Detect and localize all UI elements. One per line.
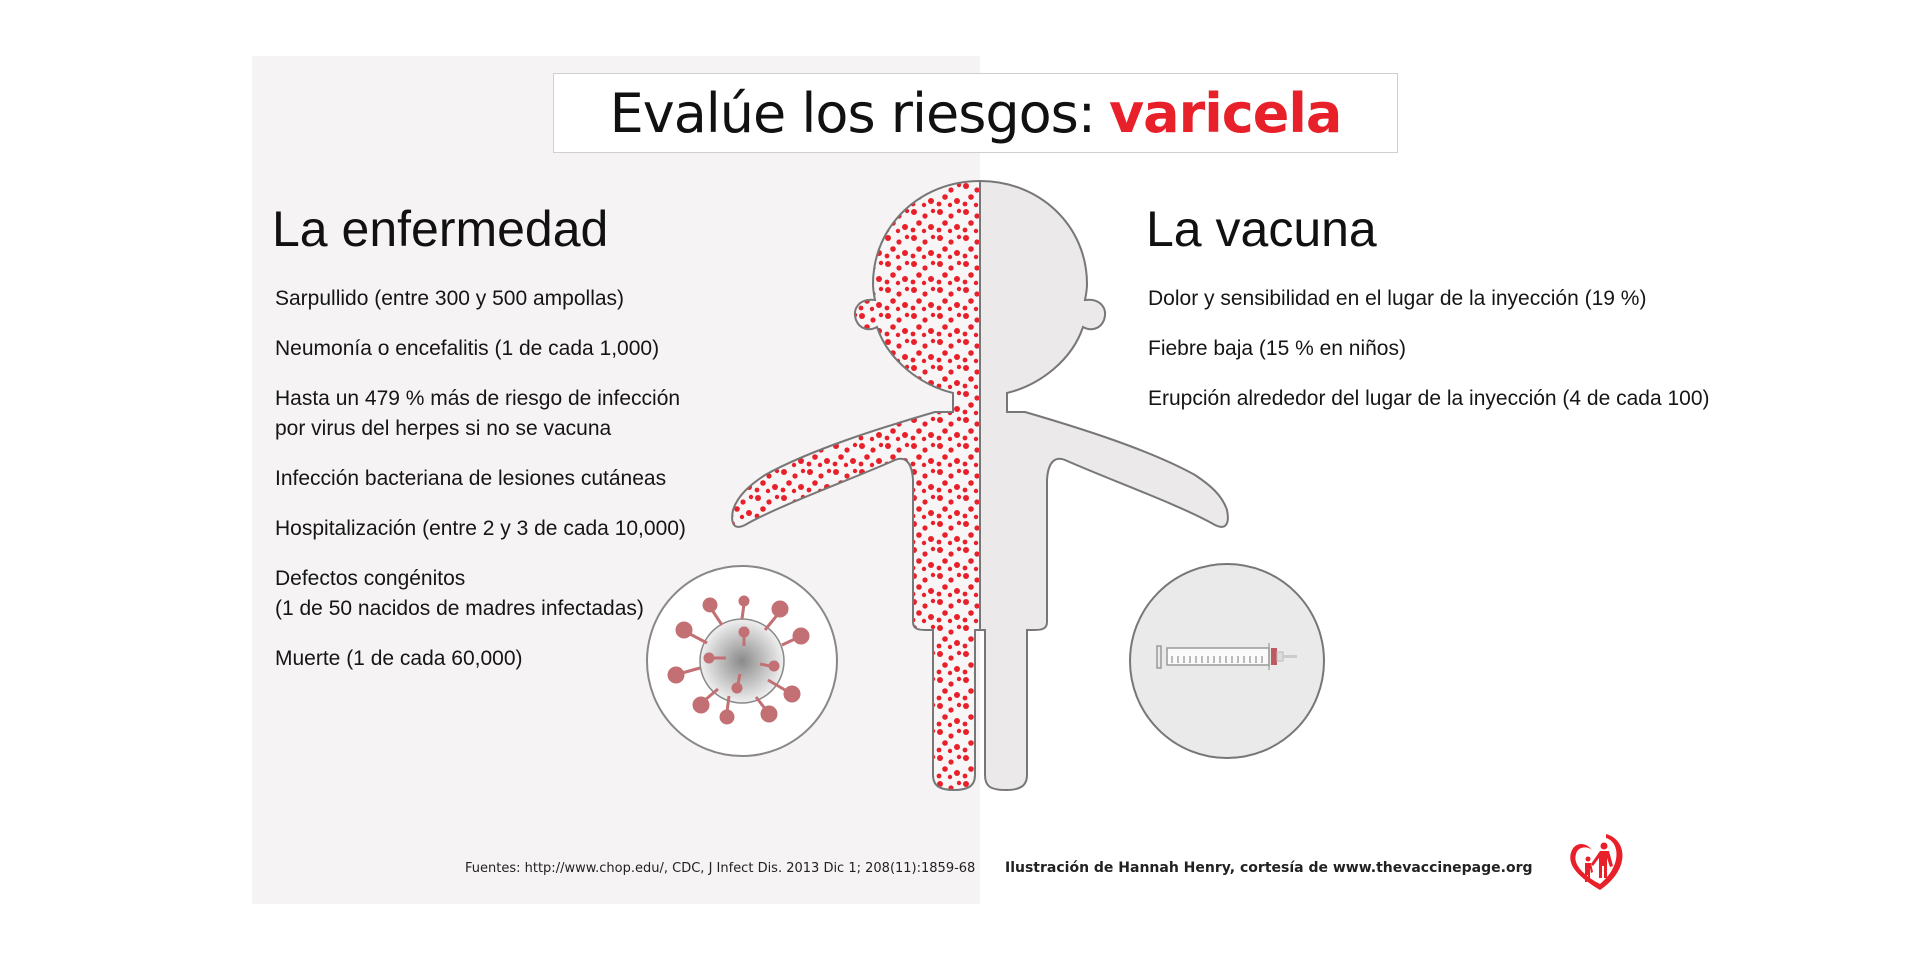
title-highlight: varicela: [1108, 81, 1342, 145]
disease-item: Infección bacteriana de lesiones cutáneas: [275, 467, 667, 490]
sources-text: Fuentes: http://www.chop.edu/, CDC, J Infect Dis. 2013 Dic 1; 208(11):1859-68: [465, 861, 976, 876]
disease-item: Defectos congénitos: [275, 567, 466, 590]
disease-item: Hospitalización (entre 2 y 3 de cada 10,000): [275, 517, 686, 540]
vaccine-item: Dolor y sensibilidad en el lugar de la inyección (19 %): [1148, 287, 1647, 310]
syringe-icon: [1130, 564, 1324, 758]
vaccine-item: Erupción alrededor del lugar de la inyección (4 de cada 100): [1148, 387, 1710, 410]
disease-item: Hasta un 479 % más de riesgo de infección: [275, 387, 681, 410]
disease-item: Sarpullido (entre 300 y 500 ampollas): [275, 287, 625, 310]
illustration-credit: Ilustración de Hannah Henry, cortesía de www.thevaccinepage.org: [1005, 860, 1533, 876]
heart-family-logo: [1570, 834, 1622, 890]
disease-item-continued: (1 de 50 nacidos de madres infectadas): [275, 597, 644, 620]
vaccine-heading: La vacuna: [1146, 201, 1377, 257]
disease-item: Neumonía o encefalitis (1 de cada 1,000): [275, 337, 660, 360]
disease-heading: La enfermedad: [272, 201, 609, 257]
disease-item-continued: por virus del herpes si no se vacuna: [275, 417, 612, 440]
title-prefix: Evalúe los riesgos:: [609, 81, 1095, 145]
vaccine-item: Fiebre baja (15 % en niños): [1148, 337, 1406, 360]
virus-icon: [647, 566, 837, 756]
disease-item: Muerte (1 de cada 60,000): [275, 647, 523, 670]
